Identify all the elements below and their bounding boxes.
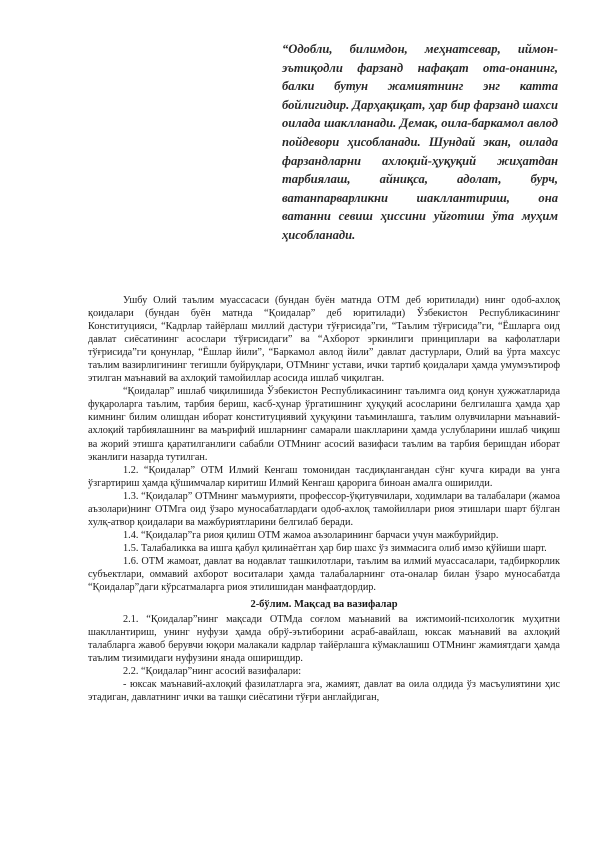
paragraph-1-5: 1.5. Талабаликка ва ишга қабул қилинаётган ҳар бир шахс ўз зиммасига олиб имзо қўйиши шарт. <box>123 542 547 554</box>
document-body <box>88 294 560 704</box>
paragraph-2-2: 2.2. “Қоидалар”нинг асосий вазифалари: <box>123 666 302 678</box>
section-heading: 2-бўлим. Мақсад ва вазифалар <box>250 599 398 611</box>
paragraph-1-6: 1.6. ОТМ жамоат, давлат ва нодавлат ташкилотлари, таълим ва илмий муассасалари, тадбиркорлик субъектлари, оммавий ахборот воситалари ҳамда талабаларнинг ота-оналар билан ўзаро муносабатда “Қоидалар”даги кўрсатмаларга риоя этилишидан манфаатдордир. <box>88 555 560 594</box>
paragraph-1-2: 1.2. “Қоидалар” ОТМ Илмий Кенгаш томонидан тасдиқлангандан сўнг кучга киради ва унга ўзгартириш ҳамда қўшимчалар киритиш Илмий Кенгаш қарорига биноан амалга оширилди. <box>88 464 560 489</box>
paragraph-intro: Ушбу Олий таълим муассасаси (бундан буён матнда ОТМ деб юритилади) нинг одоб-ахлоқ қоидалари (бундан буён матнда “Қоидалар” деб юритилади) Ўзбекистон Республикасининг Конституцияси, “Кадрлар тайёрлаш миллий дастури тўғрисида”ги, “Таълим тўғрисида”ги, “Ёшларга оид давлат сиёсатининг асослари тўғрисидаги” ва “Ахборот эркинлиги принциплари ва кафолатлари тўғрисида”ги қонунлар, “Ёшлар йили”, “Баркамол авлод йили” давлат дастурлари, Олий ва ўрта махсус таълим вазирлигининг тегишли буйруқлари, ОТМнинг устави, ички тартиб қоидалари ҳамда умумэътироф этилган маънавий ва ахлоқий тамойиллар асосида ишлаб чиқилган. <box>88 295 560 385</box>
paragraph-list-item: - юксак маънавий-ахлоқий фазилатларга эга, жамият, давлат ва оила олдида ўз масъулиятини ҳис этадиган, давлатнинг ички ва ташқи сиёсатини тўғри англайдиган, <box>88 679 560 704</box>
paragraph-2-1: 2.1. “Қоидалар”нинг мақсади ОТМда соғлом маънавий ва ижтимоий-психологик муҳитни шакллантириш, унинг нуфузи ҳамда обрў-эътиборини асраб-авайлаш, юксак маънавий ва ахлоқий талабларга жавоб берувчи юқори малакали кадрлар тайёрлашга кўмаклашиш ОТМнинг жамиятдаги ҳамда таълим тизимидаги нуфузини янада оширишдир. <box>88 614 560 665</box>
paragraph-1-3: 1.3. “Қоидалар” ОТМнинг маъмурияти, профессор-ўқитувчилари, ходимлари ва талабалари (жамоа аъзолари)нинг ОТМга оид ўзаро муносабатлардаги одоб-ахлоқ тамойиллари риоя этишлари шарт бўлган хулқ-атвор қоидалари ва мажбуриятларини белгилаб беради. <box>88 490 560 528</box>
paragraph-rules-basis: “Қоидалар” ишлаб чиқилишида Ўзбекистон Республикасининг таълимга оид қонун ҳужжатларида фуқароларга таълим, тарбия бериш, касб-ҳунар ўргатишнинг ҳуқуқий асосларини белгилашга ҳамда ҳар кимнинг билим олишдан иборат конституциявий ҳуқуқини таъминлашга, таълим олувчиларни маънавий-ахлоқий тарбиялашнинг ва маърифий ишларнинг самарали шаклларини ҳамда услубларини ишлаб чиқиш ва жорий этишга қаратилганлиги сабабли ОТМнинг асосий вазифаси таълим ва тарбия беришдан иборат эканлиги назарда тутилган. <box>88 386 560 463</box>
paragraph-1-4: 1.4. “Қоидалар”га риоя қилиш ОТМ жамоа аъзоларининг барчаси учун мажбурийдир. <box>123 529 499 541</box>
epigraph-quote: “Одобли, билимдон, меҳнатсевар, иймон-эътиқодли фарзанд нафақат ота-онанинг, балки бутун жамиятнинг энг катта бойлигидир. Дарҳақиқат, ҳар бир фарзанд шахси оилада шаклланади. Демак, оила-баркамол авлод пойдевори ҳисобланади. Шундай экан, оилада фарзандларни ахлоқий-ҳуқуқий жиҳатдан тарбиялаш, айниқса, адолат, бурч, ватанпарварликни шакллантириш, она ватанни севиш ҳиссини уйғотиш ўта муҳим ҳисобланади. <box>282 42 558 242</box>
